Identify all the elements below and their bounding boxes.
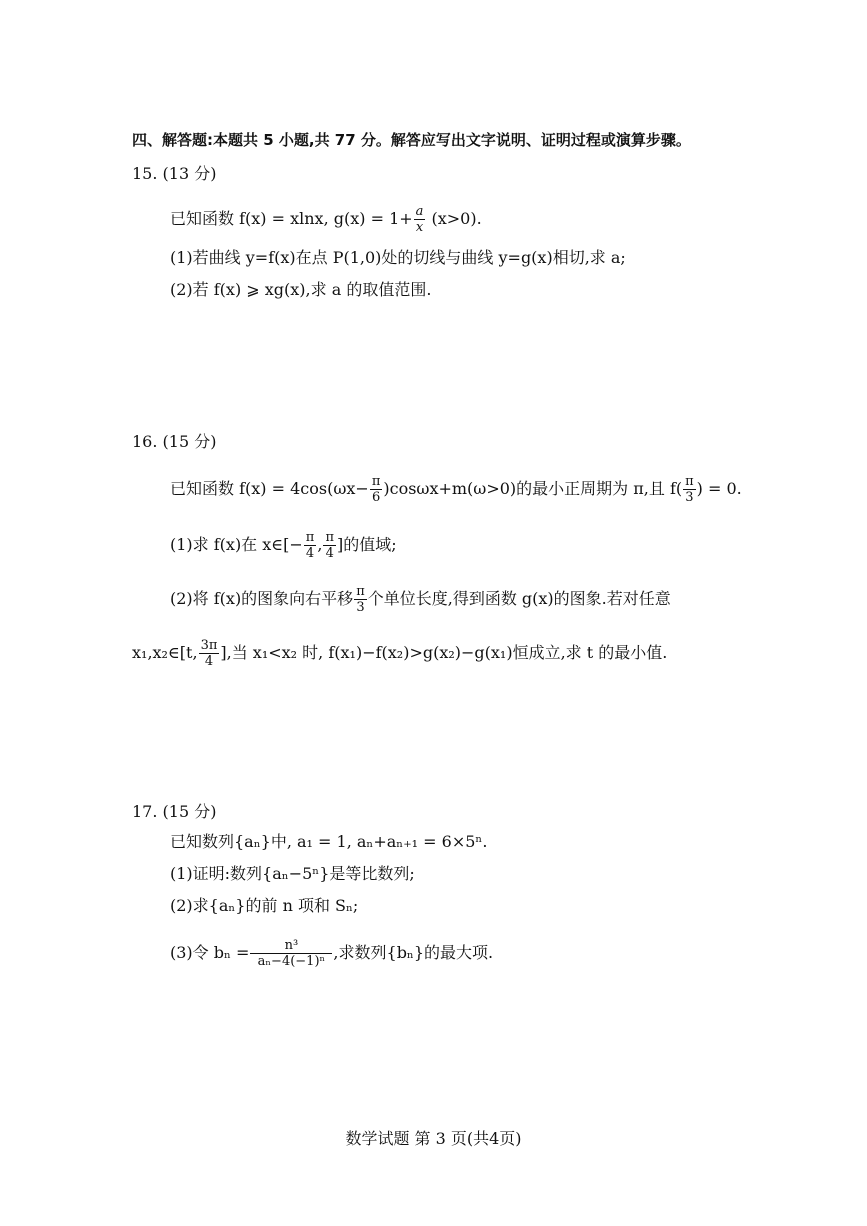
q16-part2 xyxy=(170,584,671,615)
q16-stem-frac2-num: π xyxy=(685,474,694,489)
q17-part3-a: (3)令 bₙ = xyxy=(170,943,250,962)
q16-stem-fraction xyxy=(370,474,383,505)
q16-part1-fraction1 xyxy=(304,530,317,561)
q16-number: 16. (15 分) xyxy=(132,432,217,451)
q16-stem-frac2-den: 3 xyxy=(683,489,696,505)
q16-part1-frac2-den: 4 xyxy=(323,545,336,561)
q16-part2-cont xyxy=(132,638,667,669)
q16-part2-c: x₁,x₂∈[t, xyxy=(132,643,198,662)
q15-number: 15. (13 分) xyxy=(132,164,217,183)
q17-part3 xyxy=(170,938,493,969)
q16-part1 xyxy=(170,530,397,561)
q16-stem-a: 已知函数 f(x) = 4cos(ωx− xyxy=(170,479,369,498)
q15-fraction xyxy=(414,204,426,235)
q16-stem xyxy=(170,474,742,505)
q15-frac-den: x xyxy=(414,219,426,235)
q16-part2-frac-num: π xyxy=(356,584,365,599)
q17-number: 17. (15 分) xyxy=(132,802,217,821)
q16-part1-fraction2 xyxy=(323,530,336,561)
q16-part2-d: ],当 x₁<x₂ 时, f(x₁)−f(x₂)>g(x₂)−g(x₁)恒成立,求 t 的最小值. xyxy=(220,643,668,662)
q16-part2-frac-den: 3 xyxy=(354,599,367,615)
q16-part2-frac2-den: 4 xyxy=(199,653,220,669)
q16-part2-a: (2)将 f(x)的图象向右平移 xyxy=(170,589,354,608)
q17-stem: 已知数列{aₙ}中, a₁ = 1, aₙ+aₙ₊₁ = 6×5ⁿ. xyxy=(170,832,488,851)
q16-part2-fraction xyxy=(354,584,367,615)
q16-stem-fraction2 xyxy=(683,474,696,505)
q16-part1-comma: , xyxy=(317,535,323,554)
q17-part2: (2)求{aₙ}的前 n 项和 Sₙ; xyxy=(170,896,359,915)
q16-stem-c: ) = 0. xyxy=(696,479,742,498)
q15-stem-tail: (x>0). xyxy=(426,209,482,228)
q16-part1-frac1-den: 4 xyxy=(304,545,317,561)
page-footer: 数学试题 第 3 页(共4页) xyxy=(345,1129,522,1148)
q16-part2-b: 个单位长度,得到函数 g(x)的图象.若对任意 xyxy=(367,589,671,608)
q16-part2-frac2-num: 3π xyxy=(200,638,218,653)
q17-part1: (1)证明:数列{aₙ−5ⁿ}是等比数列; xyxy=(170,864,415,883)
q16-stem-frac-den: 6 xyxy=(370,489,383,505)
q17-part3-frac-den: aₙ−4(−1)ⁿ xyxy=(250,953,332,969)
q16-stem-frac-num: π xyxy=(371,474,381,489)
q16-part2-fraction2 xyxy=(199,638,220,669)
q16-stem-b: )cosωx+m(ω>0)的最小正周期为 π,且 f( xyxy=(383,479,683,498)
q15-part2: (2)若 f(x) ⩾ xg(x),求 a 的取值范围. xyxy=(170,280,432,299)
q16-part1-b: ]的值域; xyxy=(336,535,397,554)
section-header: 四、解答题:本题共 5 小题,共 77 分。解答应写出文字说明、证明过程或演算步骤。 xyxy=(132,131,691,149)
q17-part3-fraction xyxy=(250,938,332,969)
q15-stem xyxy=(170,204,482,235)
q16-part1-a: (1)求 f(x)在 x∈[− xyxy=(170,535,303,554)
q15-stem-text: 已知函数 f(x) = xlnx, g(x) = 1+ xyxy=(170,209,413,228)
q17-part3-b: ,求数列{bₙ}的最大项. xyxy=(333,943,494,962)
q15-part1: (1)若曲线 y=f(x)在点 P(1,0)处的切线与曲线 y=g(x)相切,求 a; xyxy=(170,248,626,267)
q16-part1-frac1-num: π xyxy=(305,530,315,545)
q16-part1-frac2-num: π xyxy=(325,530,334,545)
q17-part3-frac-num: n³ xyxy=(284,938,299,953)
q15-frac-num: a xyxy=(415,204,424,219)
